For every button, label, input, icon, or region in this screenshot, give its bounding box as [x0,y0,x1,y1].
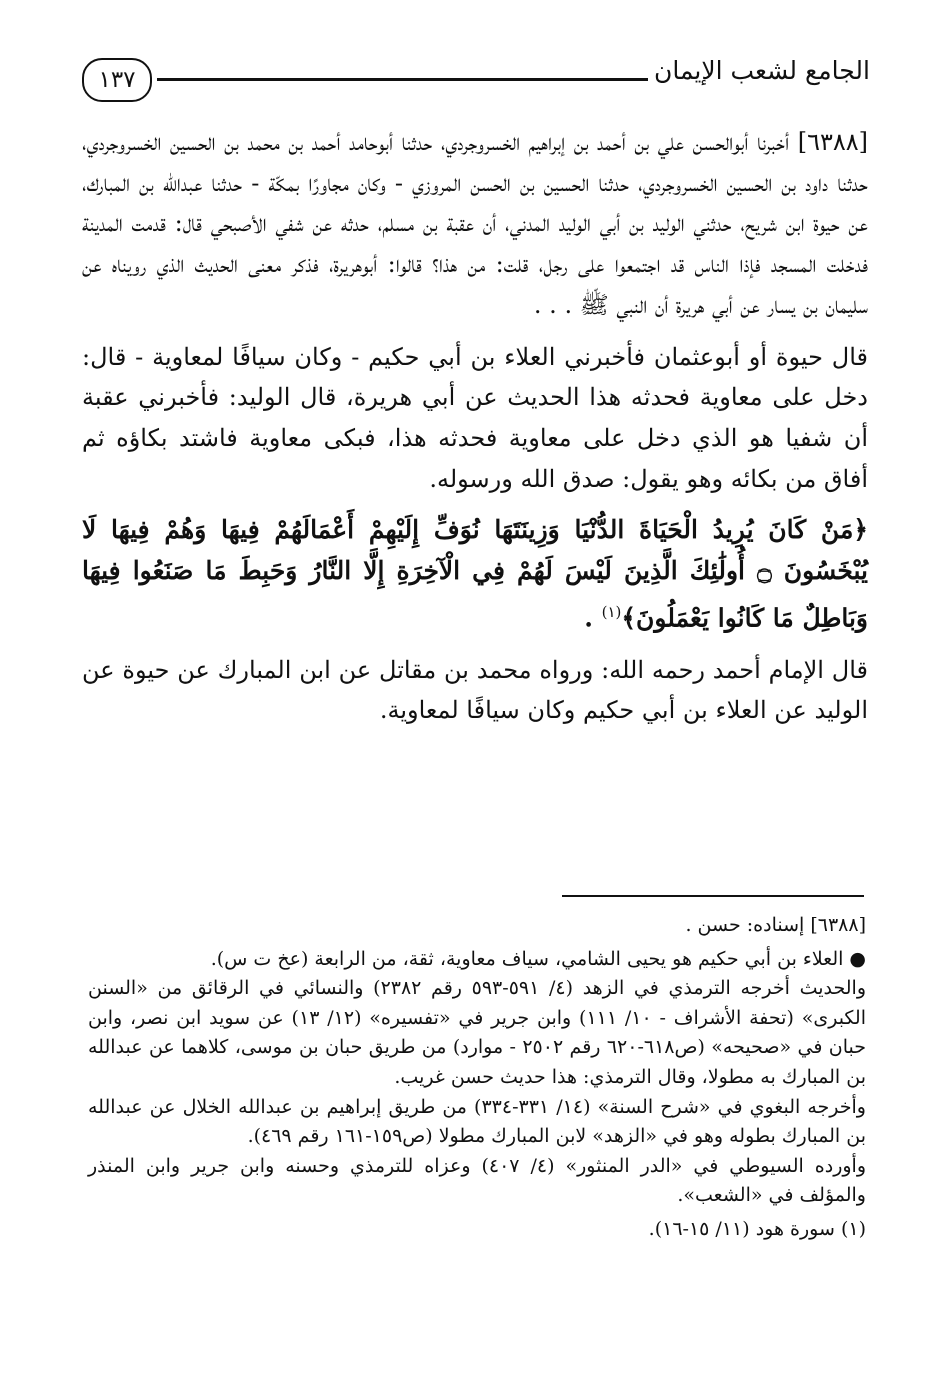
footnotes [88,911,866,1245]
footnote-grading: [٦٣٨٨] إسناده: حسن . [685,914,866,936]
page-number: ١٣٧ [82,58,152,102]
book-title: الجامع لشعب الإيمان [653,56,870,85]
hadith-text: [٦٣٨٨] أخبرنا أبوالحسن علي بن أحمد بن إبراهيم الخسروجردي، حدثنا أبوحامد أحمد بن محمد بن الحسين الخسروجردي، حدثنا داود بن الحسين الخسروجردي، حدثنا الحسين بن الحسن المروزي - وكان مجاورًا بمكّة - حدثنا عبدالله بن المبارك، عن حيوة ابن شريح، حدثني الوليد بن أبي الوليد المدني، أن عقبة بن مسلم، حدثه عن شفي الأصبحي قال: قدمت المدينة فدخلت المسجد فإذا الناس قد اجتمعوا على رجل، قلت: من هذا؟ قالوا: أبوهريرة، فذكر معنى الحديث الذي رويناه عن سليمان بن يسار عن أبي هريرة أن النبي ﷺ . . . [82,128,868,319]
bullet-icon: ● [849,947,866,970]
running-header [82,52,870,104]
footnote-1: (١) سورة هود (١١/ ١٥-١٦). [648,1217,866,1240]
imam-statement: قال الإمام أحمد رحمه الله: ورواه محمد بن مقاتل عن ابن المبارك عن حيوة عن الوليد عن العلاء بن أبي حكيم وكان سيافًا لمعاوية. [82,655,868,725]
header-rule [157,78,648,81]
footnote-reference: (١) [601,602,622,621]
quran-text: ﴿مَنْ كَانَ يُرِيدُ الْحَيَاةَ الدُّنْيَا وَزِينَتَهَا نُوَفِّ إِلَيْهِمْ أَعْمَالَهُمْ فِيهَا وَهُمْ فِيهَا لَا يُبْخَسُونَ ۝ أُولَٰئِكَ الَّذِينَ لَيْسَ لَهُمْ فِي الْآخِرَةِ إِلَّا النَّارُ وَحَبِطَ مَا صَنَعُوا فِيهَا وَبَاطِلٌ مَا كَانُوا يَعْمَلُونَ﴾ [82,515,869,633]
quran-verse [82,510,868,638]
quran-end: . [584,603,602,633]
footnote-takhrij-2: وأخرجه البغوي في «شرح السنة» (١٤/ ٣٣١-٣٣٤) من طريق إبراهيم بن عبدالله الخلال عن عبدالله بن المبارك بطوله وهو في «الزهد» لابن المبارك مطولا (ص١٥٩-١٦١ رقم ٤٦٩). [88,1095,866,1148]
main-text [82,122,868,731]
footnote-takhrij-1: والحديث أخرجه الترمذي في الزهد (٤/ ٥٩١-٥٩٣ رقم ٢٣٨٢) والنسائي في الرقائق من «السنن الكبرى» (تحفة الأشراف - ١٠/ ١١١) وابن جرير في «تفسيره» (١٢/ ١٣) عن سويد ابن نصر، وابن حبان في «صحيحه» (ص٦١٨-٦٢٠ رقم ٢٥٠٢ - موارد) من طريق حبان بن موسى، كلاهما عن عبدالله بن المبارك به مطولا، وقال الترمذي: هذا حديث حسن غريب. [88,977,867,1088]
narrator-text: العلاء بن أبي حكيم هو يحيى الشامي، سياف معاوية، ثقة، من الرابعة (عخ ت س). [210,947,844,970]
footnote-narrator [88,945,866,975]
footnote-takhrij-3: وأورده السيوطي في «الدر المنثور» (٤/ ٤٠٧) وعزاه للترمذي وحسنه وابن جرير وابن المنذر والمؤلف في «الشعب». [88,1154,867,1207]
footnote-separator [562,895,864,897]
continuation-text: قال حيوة أو أبوعثمان فأخبرني العلاء بن أبي حكيم - وكان سيافًا لمعاوية - قال: دخل على معاوية فحدثه هذا الحديث عن أبي هريرة، قال الوليد: فأخبرني عقبة أن شفيا هو الذي دخل على معاوية فحدثه هذا، فبكى معاوية فاشتد بكاؤه ثم أفاق من بكائه وهو يقول: صدق الله ورسوله. [82,342,868,493]
